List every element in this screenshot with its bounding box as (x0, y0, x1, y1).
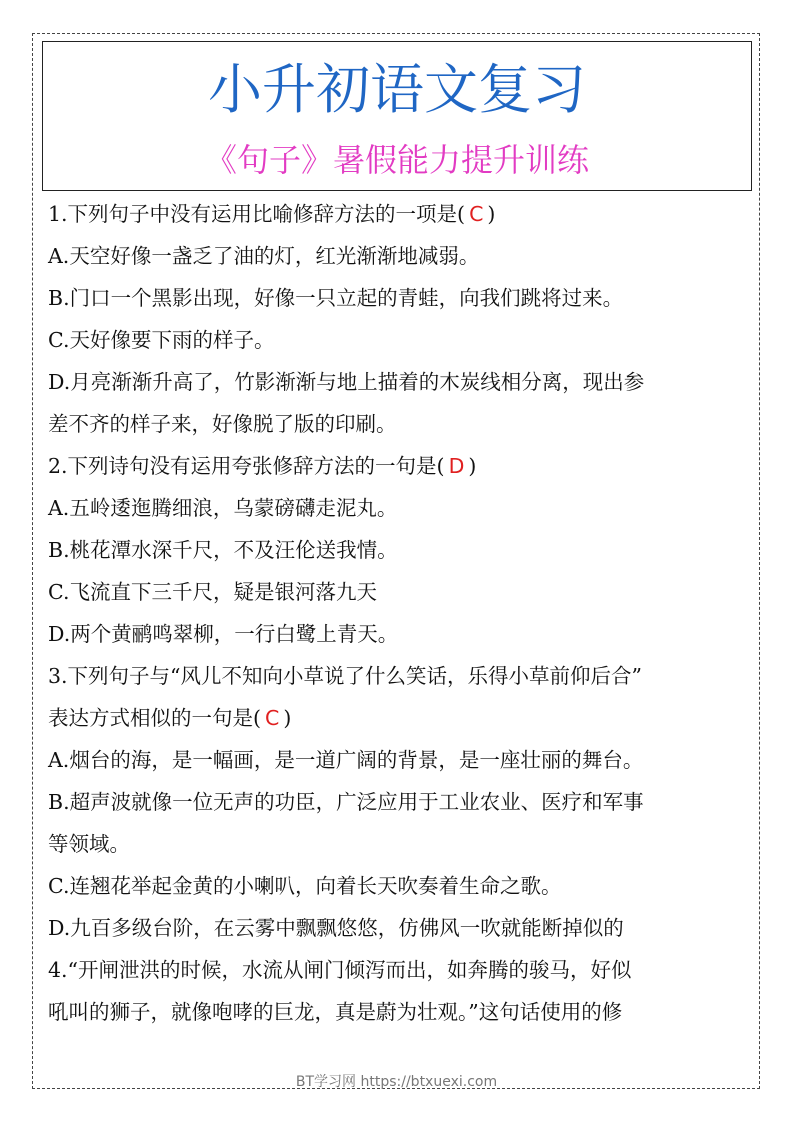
page-title: 小升初语文复习 (208, 58, 586, 121)
text-line (48, 410, 397, 438)
line-text: 差不齐的样子来，好像脱了版的印刷。 (48, 412, 397, 436)
answer-letter: C (265, 706, 280, 730)
text-line (48, 872, 561, 900)
line-text: B.超声波就像一位无声的功臣，广泛应用于工业农业、医疗和军事 (48, 790, 644, 814)
text-line (48, 578, 377, 606)
text-line (48, 830, 130, 858)
text-line (48, 284, 623, 312)
line-text: B.桃花潭水深千尺，不及汪伦送我情。 (48, 538, 398, 562)
answer-letter: D (448, 454, 465, 478)
line-text: 1.下列句子中没有运用比喻修辞方法的一项是( (48, 202, 466, 226)
text-line (48, 704, 291, 732)
text-line (48, 326, 274, 354)
line-text: 4.“开闸泄洪的时候，水流从闸门倾泻而出，如奔腾的骏马，好似 (48, 958, 632, 982)
line-text: C.飞流直下三千尺，疑是银河落九天 (48, 580, 377, 604)
line-text: 表达方式相似的一句是( (48, 706, 261, 730)
text-line (48, 452, 476, 480)
footer-watermark: BT学习网 https://btxuexi.com (295, 1074, 498, 1090)
text-line (48, 368, 644, 396)
close-paren: ) (487, 202, 496, 226)
line-text: 2.下列诗句没有运用夸张修辞方法的一句是( (48, 454, 445, 478)
line-text: A.五岭逶迤腾细浪，乌蒙磅礴走泥丸。 (48, 496, 398, 520)
text-line (48, 242, 479, 270)
line-text: A.天空好像一盏乏了油的灯，红光渐渐地减弱。 (48, 244, 480, 268)
text-line (48, 536, 398, 564)
text-line (48, 662, 642, 690)
page-subtitle: 《句子》暑假能力提升训练 (204, 141, 589, 179)
line-text: D.两个黄鹂鸣翠柳，一行白鹭上青天。 (48, 622, 399, 646)
close-paren: ) (283, 706, 292, 730)
close-paren: ) (468, 454, 477, 478)
text-line (48, 998, 622, 1026)
title-box (42, 41, 752, 191)
line-text: C.连翘花举起金黄的小喇叭，向着长天吹奏着生命之歌。 (48, 874, 562, 898)
line-text: A.烟台的海，是一幅画，是一道广阔的背景，是一座壮丽的舞台。 (48, 748, 644, 772)
text-line (48, 620, 398, 648)
text-line (48, 956, 632, 984)
line-text: D.月亮渐渐升高了，竹影渐渐与地上描着的木炭线相分离，现出参 (48, 370, 645, 394)
text-line (48, 746, 643, 774)
line-text: C.天好像要下雨的样子。 (48, 328, 275, 352)
line-text: B.门口一个黑影出现，好像一只立起的青蛙，向我们跳将过来。 (48, 286, 624, 310)
line-text: 3.下列句子与“风儿不知向小草说了什么笑话，乐得小草前仰后合” (48, 664, 643, 688)
text-line (48, 200, 495, 228)
text-line (48, 788, 644, 816)
text-line (48, 914, 624, 942)
answer-letter: C (469, 202, 484, 226)
line-text: 吼叫的狮子，就像咆哮的巨龙，真是蔚为壮观。”这句话使用的修 (48, 1000, 623, 1024)
line-text: 等领域。 (48, 832, 130, 856)
text-line (48, 494, 397, 522)
line-text: D.九百多级台阶，在云雾中飘飘悠悠，仿佛风一吹就能断掉似的 (48, 916, 624, 940)
